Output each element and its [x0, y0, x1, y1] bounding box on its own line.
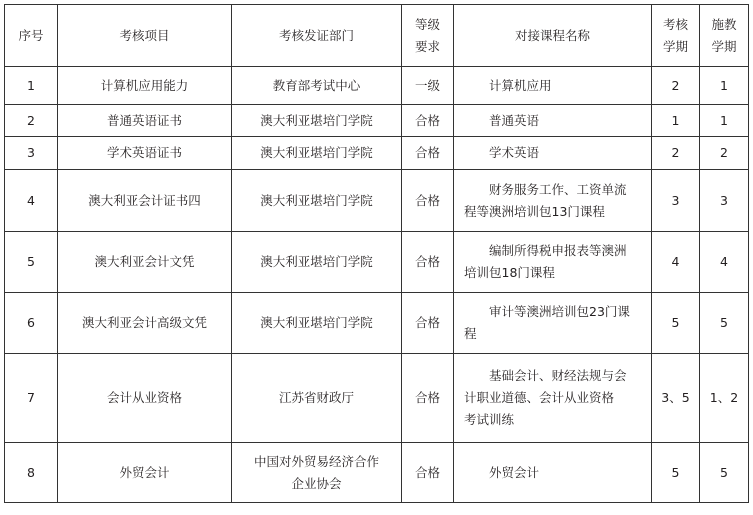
cell-dept: [232, 67, 402, 105]
cell-teach-term: 3: [700, 170, 749, 232]
cell-item: 澳大利亚会计证书四: [58, 170, 232, 232]
cell-course: [454, 354, 652, 443]
cell-course-line: 财务服务工作、工资单流: [489, 181, 627, 197]
header-course: 对接课程名称: [454, 5, 652, 67]
cell-teach-term: 1、2: [700, 354, 749, 443]
cell-course-line: 培训包18门课程: [464, 265, 555, 280]
cell-course-line: 程: [464, 326, 477, 341]
cell-course-line: 基础会计、财经法规与会: [489, 368, 627, 383]
cell-exam-term: 3: [652, 170, 700, 232]
cell-dept-line: 澳大利亚堪培门学院: [260, 145, 373, 160]
cell-level: 合格: [402, 293, 454, 354]
cell-dept-line: 澳大利亚堪培门学院: [260, 315, 373, 330]
cell-course-line: 普通英语: [489, 112, 540, 128]
cell-course: [454, 67, 652, 105]
table-row: [5, 443, 749, 503]
cell-course: [454, 443, 652, 503]
cell-course-line: 外贸会计: [489, 464, 540, 480]
cell-course-line: 计职业道德、会计从业资格: [464, 390, 615, 405]
header-row: [5, 5, 749, 67]
cell-dept-line: 教育部考试中心: [272, 77, 361, 93]
cell-level: 一级: [402, 67, 454, 105]
cell-exam-term: 5: [652, 443, 700, 503]
header-level-line1: 等级: [414, 16, 440, 32]
cell-course-line: 编制所得税申报表等澳洲: [489, 243, 627, 258]
cell-dept: [232, 443, 402, 503]
cell-exam-term: 1: [652, 105, 700, 137]
table-row: [5, 105, 749, 137]
header-teach-term-line2: 学期: [711, 38, 737, 54]
header-teach-term: [700, 5, 749, 67]
header-item: 考核项目: [58, 5, 232, 67]
header-level-line2: 要求: [414, 38, 440, 54]
table-row: [5, 232, 749, 293]
cell-dept-line: 澳大利亚堪培门学院: [260, 112, 373, 128]
cell-teach-term: 5: [700, 293, 749, 354]
cell-level: 合格: [402, 137, 454, 170]
cell-dept-line: 澳大利亚堪培门学院: [260, 192, 373, 208]
cell-item: 澳大利亚会计文凭: [58, 232, 232, 293]
header-exam-term-line1: 考核: [662, 16, 688, 32]
table-row: [5, 354, 749, 443]
cell-dept: [232, 170, 402, 232]
cell-exam-term: 5: [652, 293, 700, 354]
cell-seq: 8: [5, 443, 58, 503]
cell-course: [454, 232, 652, 293]
cell-level: 合格: [402, 443, 454, 503]
cell-dept-line: 中国对外贸易经济合作: [253, 453, 379, 469]
header-exam-term-line2: 学期: [662, 38, 688, 54]
cell-exam-term: 4: [652, 232, 700, 293]
cell-dept: [232, 105, 402, 137]
cell-course-line: 程等澳洲培训包13门课程: [464, 203, 605, 219]
cell-course: [454, 170, 652, 232]
cell-level: 合格: [402, 170, 454, 232]
table-row: [5, 170, 749, 232]
certification-table: [4, 4, 749, 503]
cell-item: 计算机应用能力: [58, 67, 232, 105]
cell-course: [454, 137, 652, 170]
cell-level: 合格: [402, 232, 454, 293]
cell-dept: [232, 293, 402, 354]
header-level: [402, 5, 454, 67]
cell-teach-term: 1: [700, 105, 749, 137]
cell-teach-term: 4: [700, 232, 749, 293]
cell-course-line: 计算机应用: [489, 77, 552, 93]
cell-seq: 4: [5, 170, 58, 232]
header-teach-term-line1: 施教: [711, 16, 737, 32]
cell-dept: [232, 232, 402, 293]
cell-seq: 1: [5, 67, 58, 105]
header-exam-term: [652, 5, 700, 67]
cell-exam-term: 2: [652, 137, 700, 170]
cell-teach-term: 2: [700, 137, 749, 170]
header-seq: 序号: [5, 5, 58, 67]
table-row: [5, 67, 749, 105]
table-body: [5, 67, 749, 503]
cell-item: 会计从业资格: [58, 354, 232, 443]
cell-dept-line: 江苏省财政厅: [278, 390, 354, 405]
header-dept: 考核发证部门: [232, 5, 402, 67]
cell-item: 澳大利亚会计高级文凭: [58, 293, 232, 354]
cell-item: 普通英语证书: [58, 105, 232, 137]
cell-dept-line: 澳大利亚堪培门学院: [260, 254, 373, 269]
table-row: [5, 293, 749, 354]
cell-course-line: 考试训练: [464, 412, 515, 427]
cell-item: 学术英语证书: [58, 137, 232, 170]
cell-exam-term: 2: [652, 67, 700, 105]
cell-exam-term: 3、5: [652, 354, 700, 443]
cell-course-line: 审计等澳洲培训包23门课: [489, 304, 630, 319]
cell-seq: 3: [5, 137, 58, 170]
cell-seq: 2: [5, 105, 58, 137]
cell-teach-term: 1: [700, 67, 749, 105]
cell-dept: [232, 354, 402, 443]
cell-level: 合格: [402, 105, 454, 137]
cell-seq: 5: [5, 232, 58, 293]
cell-course-line: 学术英语: [489, 145, 540, 160]
cell-course: [454, 105, 652, 137]
cell-seq: 7: [5, 354, 58, 443]
table-row: [5, 137, 749, 170]
cell-teach-term: 5: [700, 443, 749, 503]
cell-level: 合格: [402, 354, 454, 443]
cell-seq: 6: [5, 293, 58, 354]
cell-item: 外贸会计: [58, 443, 232, 503]
cell-dept: [232, 137, 402, 170]
cell-dept-line: 企业协会: [291, 475, 342, 491]
cell-course: [454, 293, 652, 354]
